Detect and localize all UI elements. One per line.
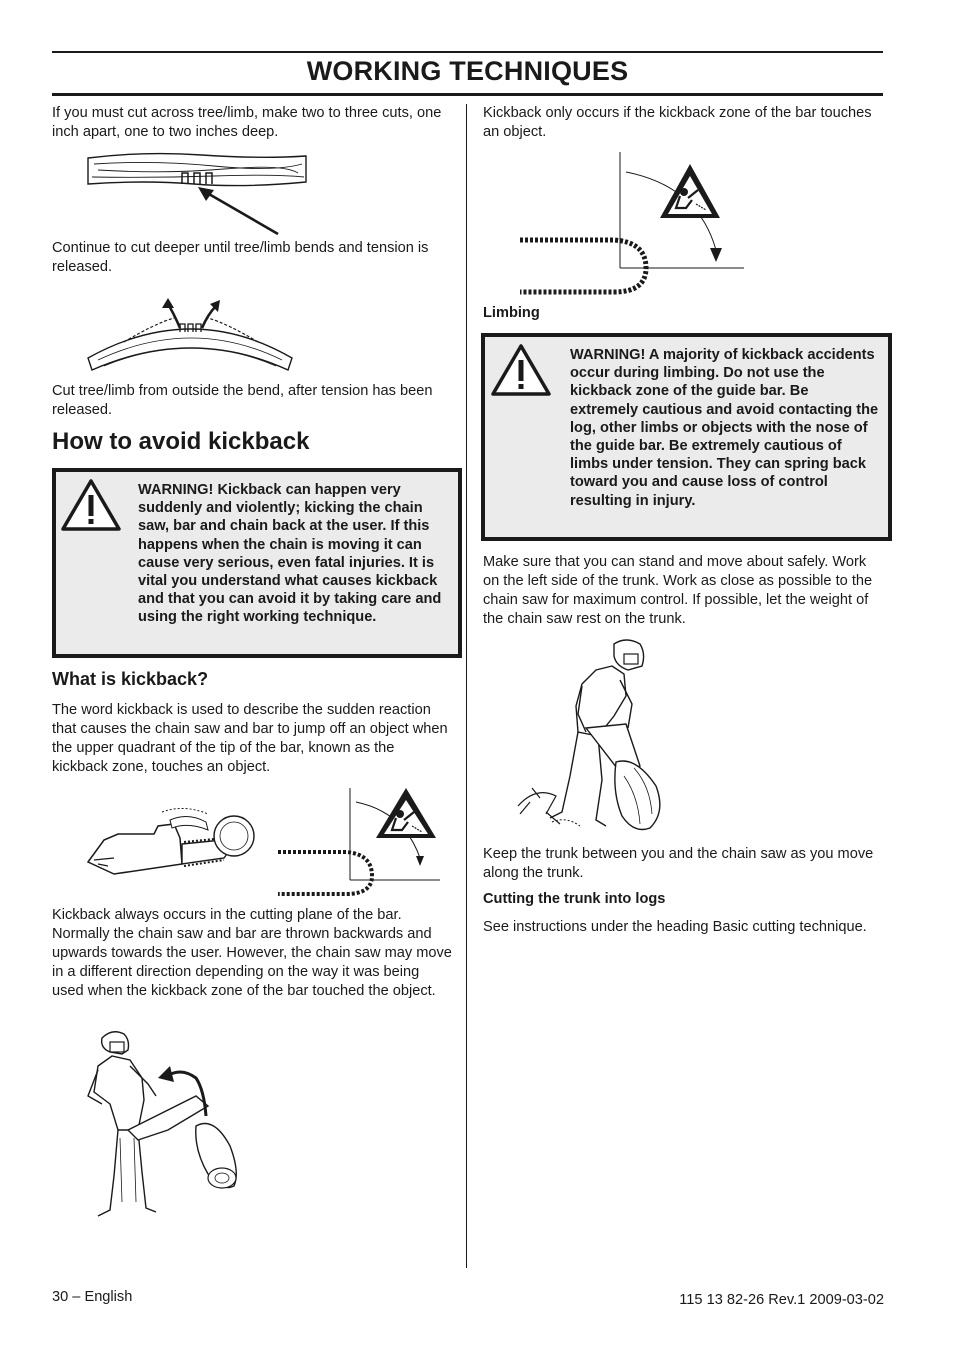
bar-nose-kickback-zone-illustration [276, 786, 442, 898]
header-top-rule [52, 51, 883, 53]
page-title: WORKING TECHNIQUES [306, 56, 629, 86]
page-number: 30 – English [52, 1289, 133, 1305]
stand-safely-text: Make sure that you can stand and move about safely. Work on the left side of the trunk. Work as close as possible to the chain saw for maximum control. If possible, let the weight of the chain saw rest on the trunk. [483, 554, 873, 627]
see-instructions-text: See instructions under the heading Basic cutting technique. [483, 919, 867, 935]
cut-outside-bend-text: Cut tree/limb from outside the bend, after tension has been released. [52, 383, 433, 418]
kickback-direction-text: Kickback always occurs in the cutting plane of the bar. Normally the chain saw and bar are thrown backwards and upwards towards the user. However, the chain saw may move in a different direction depending on the way it was being used when the kickback zone of the bar touched the object. [52, 907, 452, 999]
chainsaw-kickback-zone-illustration [84, 800, 260, 882]
kickback-definition-text: The word kickback is used to describe the sudden reaction that causes the chain saw and bar to jump off an object when the upper quadrant of the tip of the bar, known as the kickback zone, touches an object. [52, 702, 448, 775]
cut-across-text: If you must cut across tree/limb, make two to three cuts, one inch apart, one to two inches deep. [52, 105, 442, 140]
warning-triangle-icon [490, 343, 552, 397]
bent-limb-illustration [84, 296, 298, 376]
limbing-operator-illustration [516, 636, 672, 840]
header-bottom-rule [52, 93, 883, 96]
warning-triangle-icon [60, 478, 122, 532]
kickback-pictogram-icon-right [660, 164, 720, 218]
cut-deeper-text: Continue to cut deeper until tree/limb bends and tension is released. [52, 240, 429, 275]
kickback-zone-text: Kickback only occurs if the kickback zone of the bar touches an object. [483, 105, 872, 140]
subheading-limbing: Limbing [483, 305, 540, 321]
log-notch-illustration [84, 148, 310, 236]
section-heading-kickback: How to avoid kickback [52, 428, 310, 455]
operator-kickback-illustration [84, 1026, 244, 1224]
document-reference: 115 13 82-26 Rev.1 2009-03-02 [679, 1292, 884, 1308]
subheading-cutting-trunk-logs: Cutting the trunk into logs [483, 891, 666, 907]
limbing-warning-text: WARNING! A majority of kickback accidents occur during limbing. Do not use the kickback zone of the guide bar. Be extremely cautious and avoid contacting the log, other limbs or objects with the nose of the guide bar. Be extremely cautious of limbs under tension. They can spring back toward you and cause loss of control resulting in injury. [570, 347, 879, 509]
bar-nose-kickback-zone-illustration-right [518, 150, 746, 300]
subheading-what-is-kickback: What is kickback? [52, 669, 209, 689]
keep-trunk-between-text: Keep the trunk between you and the chain saw as you move along the trunk. [483, 846, 874, 881]
kickback-warning-text: WARNING! Kickback can happen very suddenly and violently; kicking the chain saw, bar and chain back at the user. If this happens when the chain is moving it can cause very serious, even fatal injuries. It is vital you understand what causes kickback and that you can avoid it by taking care and using the right working technique. [138, 482, 442, 626]
column-divider [466, 104, 467, 1268]
